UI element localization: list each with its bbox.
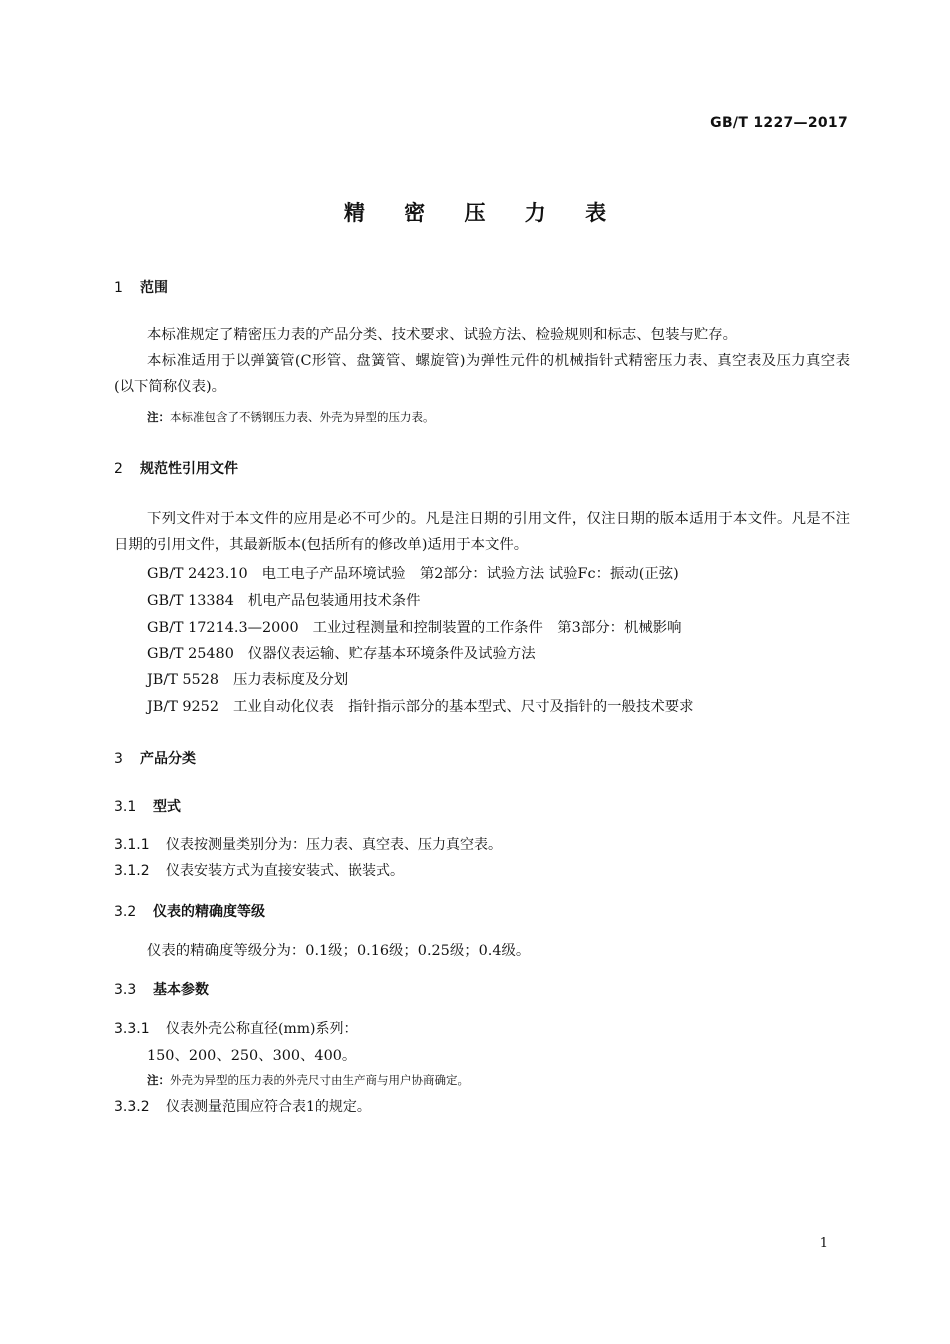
subsection-number: 3.3 — [114, 982, 137, 998]
document-title: 精 密 压 力 表 — [343, 201, 623, 225]
note-text: 外壳为异型的压力表的外壳尺寸由生产商与用户协商确定。 — [170, 1073, 469, 1087]
reference-item — [147, 589, 421, 610]
subsection-3-3-heading — [114, 979, 209, 999]
note-label: 注： — [147, 1073, 170, 1087]
reference-item — [147, 668, 348, 689]
reference-code: JB/T 5528 — [147, 672, 219, 688]
section-3-heading — [114, 748, 196, 768]
subsection-title: 仪表的精确度等级 — [153, 904, 265, 920]
section-1-heading — [114, 277, 168, 297]
clause-number: 3.3.2 — [114, 1099, 150, 1115]
reference-title: 电工电子产品环境试验 第2部分：试验方法 试验Fc：振动(正弦) — [261, 566, 679, 582]
clause-text: 仪表安装方式为直接安装式、嵌装式。 — [166, 863, 404, 879]
subsection-number: 3.1 — [114, 799, 137, 815]
note-text: 本标准包含了不锈钢压力表、外壳为异型的压力表。 — [170, 410, 435, 424]
subsection-3-2-heading — [114, 901, 265, 921]
clause-text: 仪表按测量类别分为：压力表、真空表、压力真空表。 — [166, 837, 502, 853]
subsection-number: 3.2 — [114, 904, 137, 920]
subsection-title: 基本参数 — [153, 982, 209, 998]
reference-item — [147, 642, 536, 663]
section-number: 1 — [114, 280, 123, 296]
reference-title: 工业过程测量和控制装置的工作条件 第3部分：机械影响 — [312, 620, 682, 636]
clause-3-1-1 — [114, 834, 502, 854]
subsection-3-1-heading — [114, 796, 181, 816]
section-number: 2 — [114, 461, 123, 477]
reference-item — [147, 616, 682, 637]
page-number: 1 — [819, 1236, 828, 1251]
clause-3-1-2 — [114, 860, 404, 880]
section-1-paragraph-1: 本标准规定了精密压力表的产品分类、技术要求、试验方法、检验规则和标志、包装与贮存。 — [147, 327, 738, 343]
section-title: 产品分类 — [140, 751, 196, 767]
section-1-note — [147, 409, 435, 425]
clause-3-3-1-note — [147, 1072, 469, 1088]
diameter-values: 150、200、250、300、400。 — [147, 1048, 357, 1064]
section-number: 3 — [114, 751, 123, 767]
reference-item — [147, 695, 694, 716]
clause-3-3-1 — [114, 1018, 357, 1038]
section-2-paragraph: 下列文件对于本文件的应用是必不可少的。凡是注日期的引用文件，仅注日期的版本适用于本文件。凡是不注日期的引用文件，其最新版本(包括所有的修改单)适用于本文件。 — [114, 511, 850, 553]
note-label: 注： — [147, 410, 170, 424]
subsection-title: 型式 — [153, 799, 181, 815]
clause-number: 3.1.1 — [114, 837, 150, 853]
clause-text: 仪表外壳公称直径(mm)系列： — [166, 1021, 358, 1037]
reference-code: GB/T 25480 — [147, 646, 234, 662]
clause-3-3-2 — [114, 1096, 371, 1116]
reference-code: GB/T 2423.10 — [147, 566, 248, 582]
section-2-heading — [114, 458, 238, 478]
reference-title: 仪器仪表运输、贮存基本环境条件及试验方法 — [247, 646, 536, 662]
section-1-paragraph-2: 本标准适用于以弹簧管(C形管、盘簧管、螺旋管)为弹性元件的机械指针式精密压力表、真空表及压力真空表(以下简称仪表)。 — [114, 353, 850, 395]
reference-title: 机电产品包装通用技术条件 — [247, 593, 421, 609]
clause-text: 仪表测量范围应符合表1的规定。 — [166, 1099, 371, 1115]
clause-number: 3.3.1 — [114, 1021, 150, 1037]
accuracy-class-text: 仪表的精确度等级分为：0.1级；0.16级；0.25级；0.4级。 — [147, 943, 531, 959]
reference-title: 压力表标度及分划 — [233, 672, 349, 688]
reference-title: 工业自动化仪表 指针指示部分的基本型式、尺寸及指针的一般技术要求 — [233, 699, 694, 715]
reference-code: GB/T 17214.3—2000 — [147, 620, 299, 636]
section-title: 范围 — [140, 280, 168, 296]
clause-number: 3.1.2 — [114, 863, 150, 879]
reference-item — [147, 562, 679, 583]
reference-code: GB/T 13384 — [147, 593, 234, 609]
section-title: 规范性引用文件 — [140, 461, 238, 477]
reference-code: JB/T 9252 — [147, 699, 219, 715]
standard-code: GB/T 1227—2017 — [710, 115, 848, 131]
